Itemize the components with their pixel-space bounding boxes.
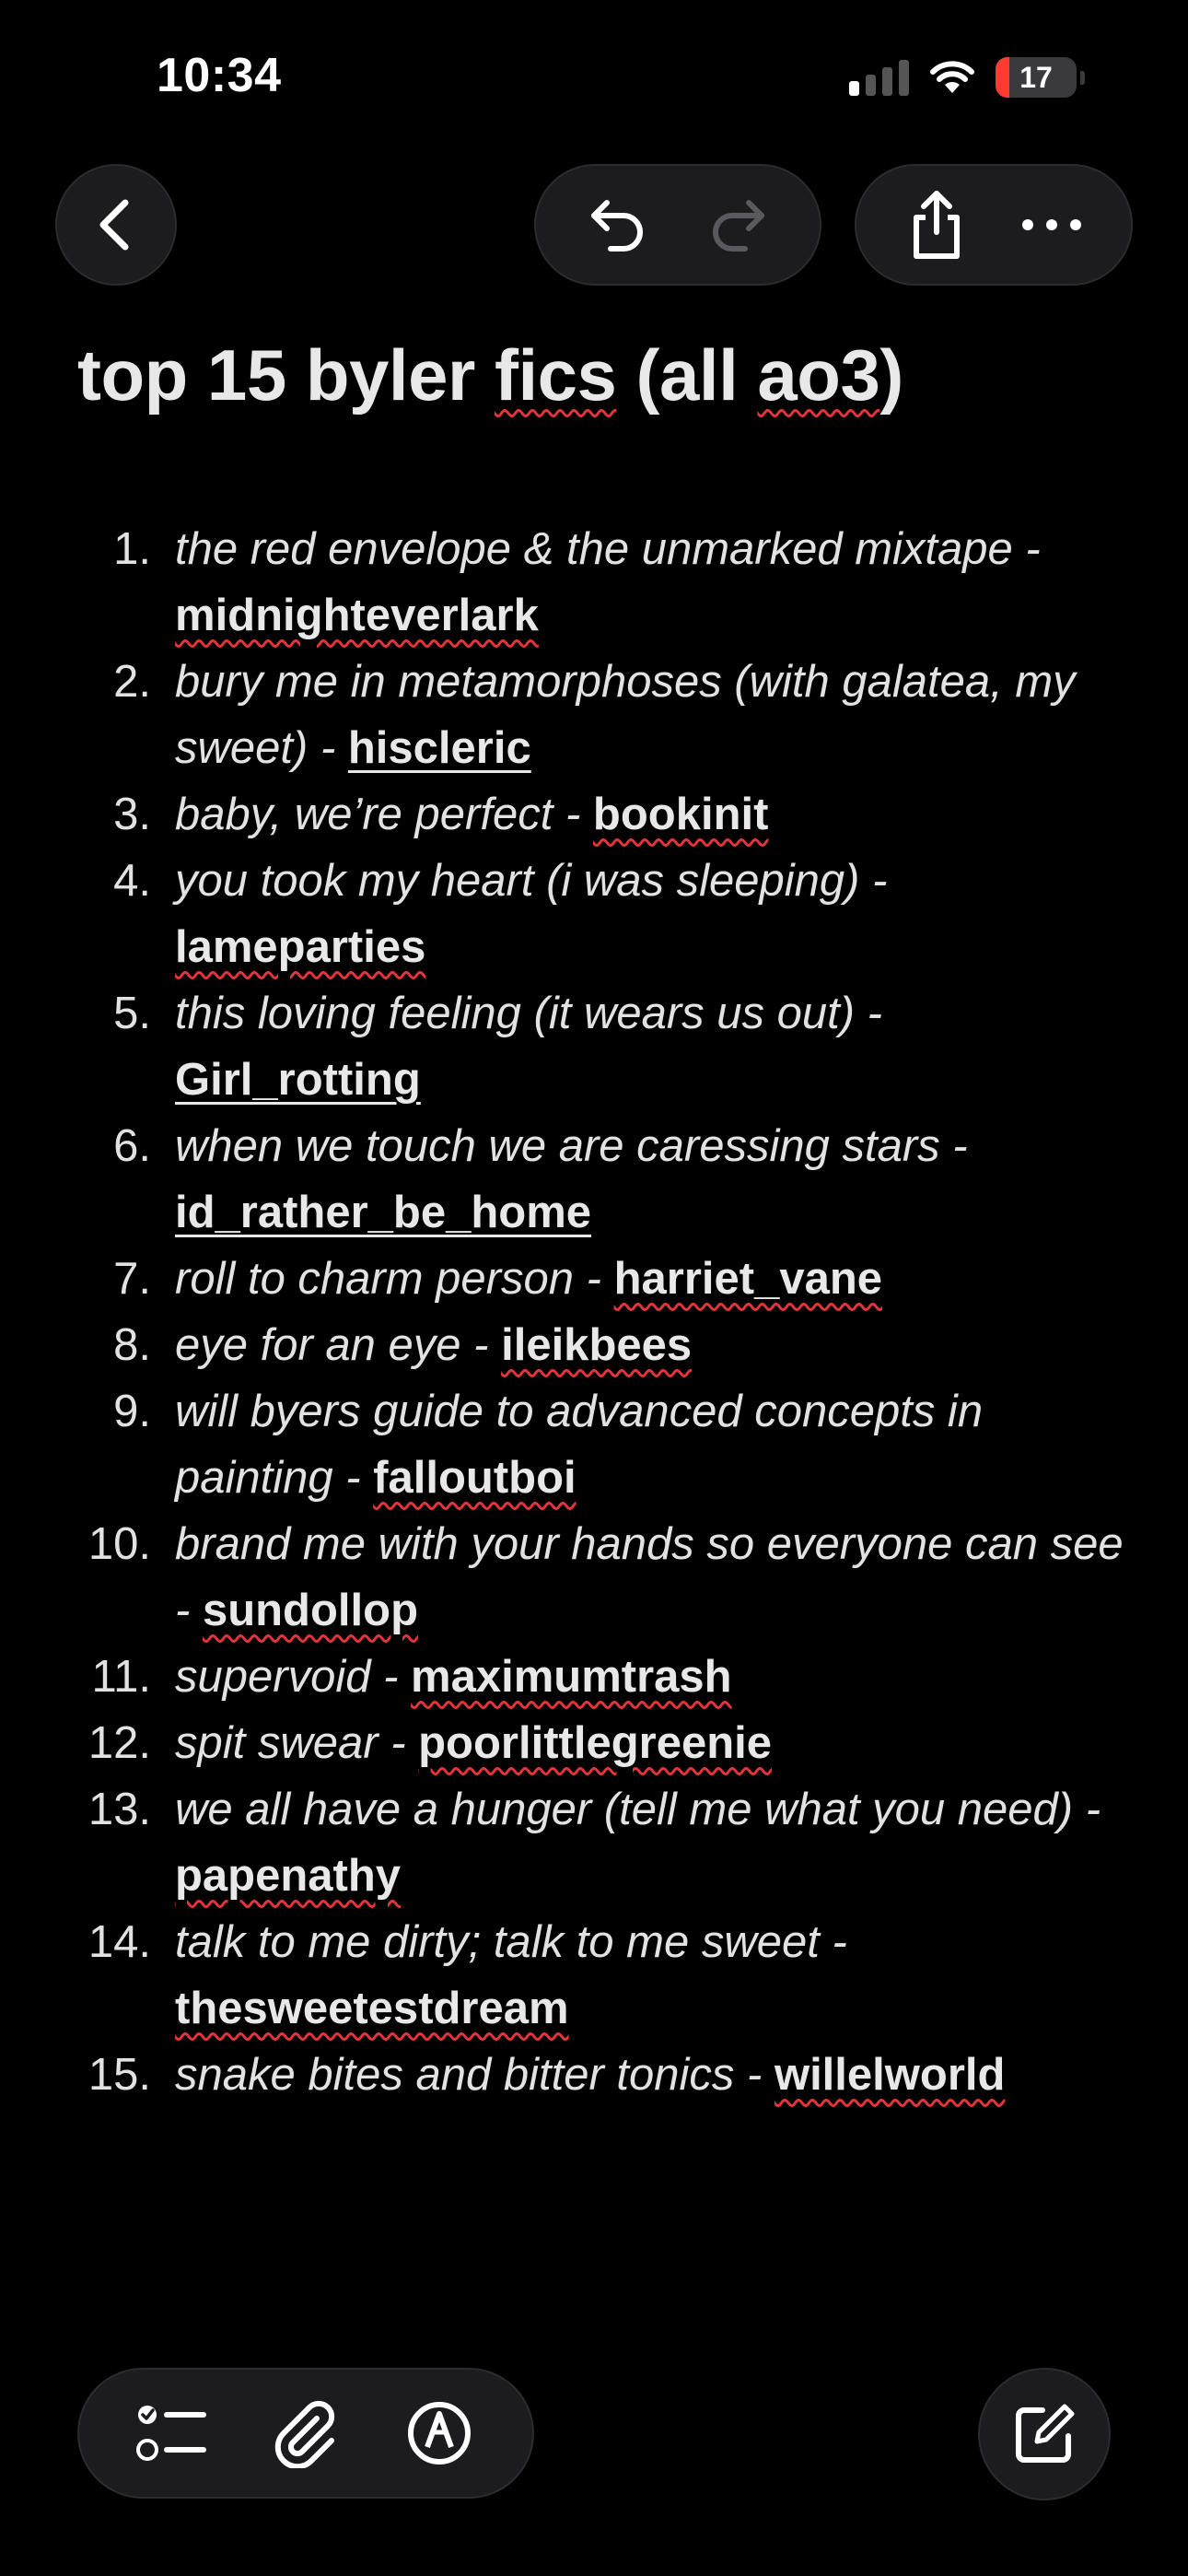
fic-number: 4. [113,856,151,906]
fic-title: this loving feeling (it wears us out) [175,989,856,1038]
status-time: 10:34 [157,49,282,102]
more-options-button[interactable] [1006,179,1098,271]
redo-button[interactable] [692,179,784,271]
undo-redo-group [534,164,821,286]
fic-list-item[interactable] [0,1644,1188,1710]
battery-cap [1080,71,1085,85]
undo-icon [585,195,651,254]
share-button[interactable] [891,179,983,271]
paperclip-icon [273,2398,339,2468]
compose-button[interactable] [978,2368,1111,2500]
fic-list[interactable] [0,516,1188,2108]
undo-button[interactable] [572,179,664,271]
fic-separator: - [378,1718,419,1768]
fic-title: eye for an eye [175,1320,461,1370]
status-indicators [849,57,1085,98]
wifi-icon [929,60,975,95]
fic-list-item[interactable] [0,1113,1188,1246]
battery-icon [996,57,1077,98]
fic-author-link[interactable]: willelworld [774,2050,1006,2100]
fic-number: 8. [113,1320,151,1370]
fic-author-link[interactable]: poorlittlegreenie [418,1718,773,1768]
fic-number: 15. [87,2050,151,2100]
fic-author-link[interactable]: lameparties [175,922,426,972]
checklist-button[interactable] [126,2387,218,2479]
fic-separator: - [734,2050,775,2100]
fic-number: 5. [113,989,151,1038]
bottom-toolbar [77,2368,534,2499]
fic-separator: - [308,723,348,773]
fic-list-item[interactable] [0,1378,1188,1511]
cellular-signal-icon [849,59,909,96]
title-text-misspelled: ao3 [757,334,880,416]
fic-number: 7. [113,1254,151,1304]
fic-list-item[interactable] [0,848,1188,980]
title-text: ) [879,334,903,416]
fic-list-item[interactable] [0,1312,1188,1378]
fic-number: 10. [87,1519,151,1569]
note-title[interactable] [77,334,903,417]
fic-title: will byers guide to advanced concepts in painting [175,1387,984,1503]
fic-number: 1. [113,524,151,574]
fic-title: spit swear [175,1718,379,1768]
title-text: top 15 byler [77,334,495,416]
fic-title: you took my heart (i was sleeping) [175,856,860,906]
fic-title: when we touch we are caressing stars [175,1121,940,1171]
fic-separator: - [175,1586,203,1635]
fic-separator: - [819,1917,847,1967]
share-icon [907,188,966,262]
compose-icon [1011,2401,1077,2467]
fic-title: baby, we’re perfect [175,790,553,839]
fic-author-link[interactable]: sundollop [202,1586,419,1635]
fic-separator: - [1073,1785,1101,1834]
attachment-button[interactable] [260,2387,352,2479]
fic-title: talk to me dirty; talk to me sweet [175,1917,820,1967]
fic-separator: - [574,1254,614,1304]
fic-author-link[interactable]: falloutboi [373,1453,577,1503]
fic-list-item[interactable] [0,1511,1188,1644]
fic-title: brand me with your hands so everyone can see [175,1519,1124,1569]
title-text: (all [616,334,758,416]
fic-author-link[interactable]: id_rather_be_home [175,1188,592,1237]
fic-number: 11. [91,1652,151,1702]
fic-author-link[interactable]: thesweetestdream [175,1984,569,2033]
fic-list-item[interactable] [0,980,1188,1113]
redo-icon [705,195,771,254]
chevron-left-icon [90,195,142,254]
fic-number: 12. [87,1718,151,1768]
fic-title: we all have a hunger (tell me what you need) [175,1785,1074,1834]
checklist-icon [135,2400,209,2466]
fic-author-link[interactable]: ileikbees [501,1320,693,1370]
fic-list-item[interactable] [0,2042,1188,2108]
fic-list-item[interactable] [0,1776,1188,1909]
battery-level: 17 [1019,60,1053,94]
fic-author-link[interactable]: Girl_rotting [175,1055,421,1105]
ellipsis-icon [1019,216,1085,234]
fic-list-item[interactable] [0,781,1188,848]
fic-list-item[interactable] [0,1246,1188,1312]
fic-list-item[interactable] [0,516,1188,649]
fic-number: 6. [113,1121,151,1171]
fic-author-link[interactable]: bookinit [592,790,769,839]
markup-pen-icon [405,2399,473,2467]
share-more-group [855,164,1133,286]
fic-number: 9. [113,1387,151,1436]
fic-separator: - [370,1652,412,1702]
fic-list-item[interactable] [0,1710,1188,1776]
fic-separator: - [859,856,888,906]
fic-author-link[interactable]: midnighteverlark [175,591,539,640]
fic-number: 3. [113,790,151,839]
fic-title: snake bites and bitter tonics [175,2050,735,2100]
fic-title: the red envelope & the unmarked mixtape [175,524,1013,574]
fic-separator: - [1012,524,1041,574]
fic-number: 14. [87,1917,151,1967]
title-text-misspelled: fics [494,334,617,416]
markup-button[interactable] [393,2387,485,2479]
fic-author-link[interactable]: papenathy [175,1851,402,1901]
fic-author-link[interactable]: hiscleric [347,723,531,773]
fic-list-item[interactable] [0,1909,1188,2042]
fic-separator: - [939,1121,968,1171]
fic-list-item[interactable] [0,649,1188,781]
fic-title: supervoid [175,1652,371,1702]
fic-number: 13. [87,1785,151,1834]
fic-separator: - [460,1320,502,1370]
fic-separator: - [855,989,882,1038]
fic-author-link[interactable]: harriet_vane [613,1254,883,1304]
fic-author-link[interactable]: maximumtrash [411,1652,732,1702]
fic-title: roll to charm person [175,1254,575,1304]
fic-separator: - [332,1453,374,1503]
fic-separator: - [553,790,593,839]
fic-number: 2. [113,657,151,707]
fic-title: bury me in metamorphoses (with galatea, my sweet) [175,657,1076,773]
back-button[interactable] [55,164,177,286]
